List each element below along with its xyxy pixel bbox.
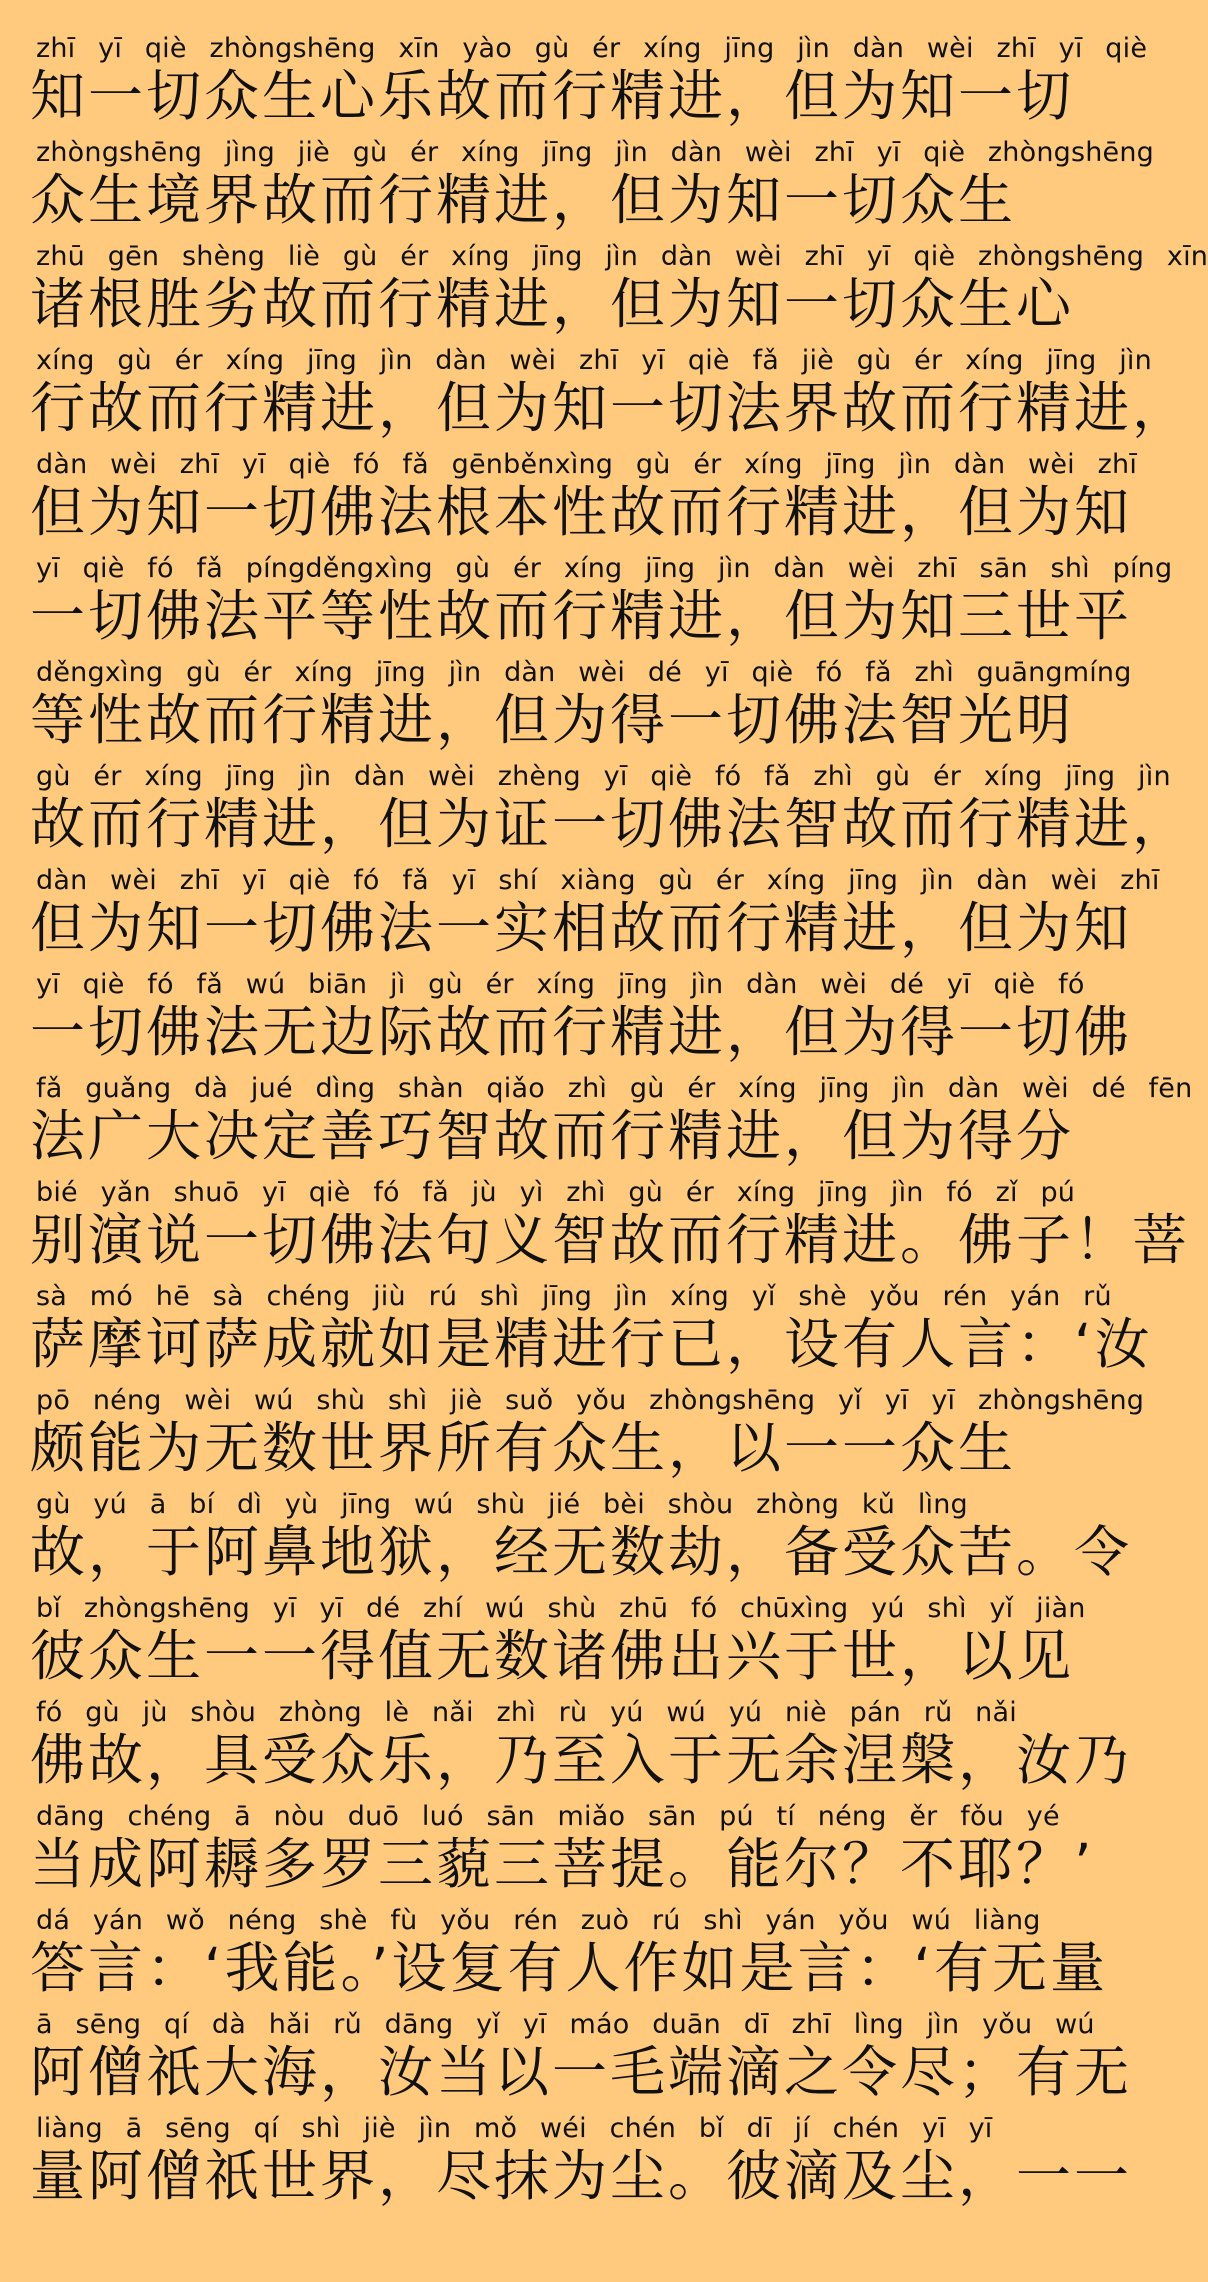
pinyin-annotation: ā sēng qí dà hǎi rǔ dāng yǐ yī máo duān dī zhī lìng jìn yǒu wú: [36, 2009, 1095, 2040]
pinyin-annotation: zhī yī qiè zhòngshēng xīn yào gù ér xíng jīng jìn dàn wèi zhī yī qiè: [36, 33, 1148, 64]
text-line: [30, 2009, 1133, 2114]
text-line: [30, 137, 1155, 242]
pinyin-annotation: sà mó hē sà chéng jiù rú shì jīng jìn xíng yǐ shè yǒu rén yán rǔ: [36, 1281, 1112, 1312]
chinese-text: 行故而行精进，但为知一切法界故而行精进，: [30, 376, 1191, 440]
text-line: [30, 1801, 1095, 1906]
pinyin-annotation: liàng ā sēng qí shì jiè jìn mǒ wéi chén bǐ dī jí chén yī yī: [36, 2113, 993, 2144]
text-line: [30, 1905, 1108, 2010]
pinyin-annotation: bǐ zhòngshēng yī yī dé zhí wú shù zhū fó chūxìng yú shì yǐ jiàn: [36, 1593, 1086, 1624]
text-line: [30, 761, 1191, 866]
pinyin-annotation: gù ér xíng jīng jìn dàn wèi zhèng yī qiè fó fǎ zhì gù ér xíng jīng jìn: [36, 761, 1171, 792]
chinese-text: 答言：‘我能。’设复有人作如是言：‘有无量: [30, 1936, 1108, 2000]
chinese-text: 知一切众生心乐故而行精进，但为知一切: [30, 64, 1075, 128]
text-line: [30, 1281, 1153, 1386]
chinese-text: 颇能为无数世界所有众生，以一一众生: [30, 1416, 1017, 1480]
pinyin-annotation: bié yǎn shuō yī qiè fó fǎ jù yì zhì gù ér xíng jīng jìn fó zǐ pú: [36, 1177, 1076, 1208]
pinyin-annotation: dāng chéng ā nòu duō luó sān miǎo sān pú tí néng ěr fǒu yé: [36, 1801, 1060, 1832]
text-line: [30, 241, 1208, 346]
pinyin-annotation: dàn wèi zhī yī qiè fó fǎ gēnběnxìng gù ér xíng jīng jìn dàn wèi zhī: [36, 449, 1138, 480]
text-line: [30, 1073, 1193, 1178]
text-line: [30, 2113, 1133, 2218]
chinese-text: 萨摩诃萨成就如是精进行已，设有人言：‘汝: [30, 1312, 1153, 1376]
text-line: [30, 1177, 1191, 1282]
text-line: [30, 1489, 1133, 1594]
chinese-text: 等性故而行精进，但为得一切佛法智光明: [30, 688, 1075, 752]
pinyin-annotation: děngxìng gù ér xíng jīng jìn dàn wèi dé yī qiè fó fǎ zhì guāngmíng: [36, 657, 1132, 688]
text-line: [30, 345, 1191, 450]
chinese-text: 佛故，具受众乐，乃至入于无余涅槃，汝乃: [30, 1728, 1133, 1792]
pinyin-annotation: gù yú ā bí dì yù jīng wú shù jié bèi shòu zhòng kǔ lìng: [36, 1489, 968, 1520]
chinese-text: 阿僧祇大海，汝当以一毛端滴之令尽；有无: [30, 2040, 1133, 2104]
chinese-text: 一切佛法平等性故而行精进，但为知三世平: [30, 584, 1133, 648]
pinyin-annotation: dá yán wǒ néng shè fù yǒu rén zuò rú shì yán yǒu wú liàng: [36, 1905, 1041, 1936]
chinese-text: 当成阿耨多罗三藐三菩提。能尔？不耶？’: [30, 1832, 1095, 1896]
text-line: [30, 1593, 1086, 1698]
chinese-text: 一切佛法无边际故而行精进，但为得一切佛: [30, 1000, 1133, 1064]
text-line: [30, 1697, 1133, 1802]
chinese-text: 法广大决定善巧智故而行精进，但为得分: [30, 1104, 1075, 1168]
text-line: [30, 449, 1138, 554]
pinyin-annotation: yī qiè fó fǎ píngděngxìng gù ér xíng jīng jìn dàn wèi zhī sān shì píng: [36, 553, 1173, 584]
chinese-text: 故而行精进，但为证一切佛法智故而行精进，: [30, 792, 1191, 856]
chinese-text: 量阿僧祇世界，尽抹为尘。彼滴及尘，一一: [30, 2144, 1133, 2208]
chinese-text: 众生境界故而行精进，但为知一切众生: [30, 168, 1017, 232]
chinese-text: 故，于阿鼻地狱，经无数劫，备受众苦。令: [30, 1520, 1133, 1584]
text-line: [30, 1385, 1145, 1490]
text-line: [30, 969, 1133, 1074]
chinese-text: 诸根胜劣故而行精进，但为知一切众生心: [30, 272, 1075, 336]
text-line: [30, 33, 1148, 138]
chinese-text: 但为知一切佛法根本性故而行精进，但为知: [30, 480, 1133, 544]
text-line: [30, 865, 1160, 970]
chinese-text: 彼众生一一得值无数诸佛出兴于世，以见: [30, 1624, 1075, 1688]
pinyin-annotation: fó gù jù shòu zhòng lè nǎi zhì rù yú wú yú niè pán rǔ nǎi: [36, 1697, 1017, 1728]
chinese-text: 别演说一切佛法句义智故而行精进。佛子！菩: [30, 1208, 1191, 1272]
pinyin-annotation: fǎ guǎng dà jué dìng shàn qiǎo zhì gù ér xíng jīng jìn dàn wèi dé fēn: [36, 1073, 1193, 1104]
pinyin-annotation: xíng gù ér xíng jīng jìn dàn wèi zhī yī qiè fǎ jiè gù ér xíng jīng jìn: [36, 345, 1152, 376]
chinese-text: 但为知一切佛法一实相故而行精进，但为知: [30, 896, 1133, 960]
pinyin-annotation: dàn wèi zhī yī qiè fó fǎ yī shí xiàng gù ér xíng jīng jìn dàn wèi zhī: [36, 865, 1160, 896]
pinyin-annotation: pō néng wèi wú shù shì jiè suǒ yǒu zhòngshēng yǐ yī yī zhòngshēng: [36, 1385, 1145, 1416]
text-line: [30, 553, 1173, 658]
pinyin-annotation: zhū gēn shèng liè gù ér xíng jīng jìn dàn wèi zhī yī qiè zhòngshēng xīn: [36, 241, 1208, 272]
pinyin-annotation: zhòngshēng jìng jiè gù ér xíng jīng jìn dàn wèi zhī yī qiè zhòngshēng: [36, 137, 1155, 168]
text-line: [30, 657, 1132, 762]
pinyin-annotation: yī qiè fó fǎ wú biān jì gù ér xíng jīng jìn dàn wèi dé yī qiè fó: [36, 969, 1085, 1000]
